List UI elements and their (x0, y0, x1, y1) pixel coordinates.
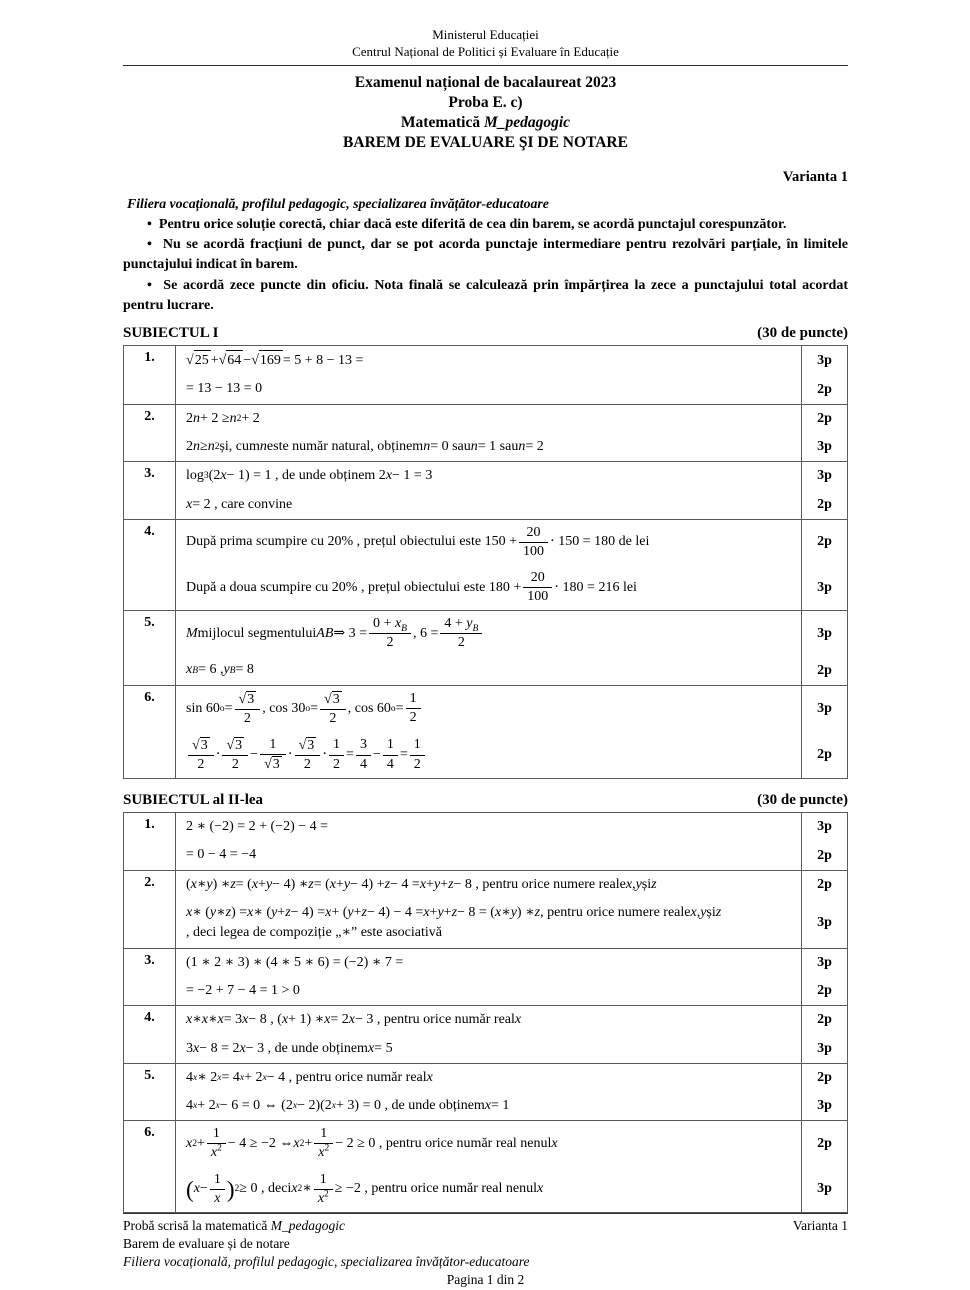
solution-content: x ∗ x ∗ x = 3 x − 8 , ( x + 1) ∗ x = 2 x − 3 , pentru orice număr real x (186, 1012, 522, 1028)
section-1-title: SUBIECTUL I (123, 325, 219, 342)
solution-content: x 2 + $\frac{1}{x^2}$ − 4 ≥ −2 ⇔ x 2 + $\frac{1}{x^2}$ − 2 ≥ 0 , pentru orice număr real nenul x (186, 1126, 558, 1161)
table-row (124, 1063, 847, 1121)
points-cell: 3p (801, 1035, 847, 1063)
points-cell: 3p (801, 686, 847, 732)
points-cell: 3p (801, 813, 847, 841)
footer-variant: Varianta 1 (792, 1217, 848, 1233)
section-1-points: (30 de puncte) (757, 325, 848, 342)
row-body (176, 1064, 847, 1121)
solution-content: $\frac{√3}{2}$ ⋅ $\frac{√3}{2}$ − $\frac{1}{√3}$ ⋅ $\frac{√3}{2}$ ⋅ $\frac{1}{2}$ = $\frac{3}{4}$ − $\frac{1}{4}$ = $\frac{1}{2}$ (176, 732, 801, 778)
points-cell: 2p (801, 841, 847, 869)
exam-title-block (123, 73, 848, 152)
solution-step (176, 491, 847, 519)
section-2-header (123, 792, 848, 809)
page-footer (123, 1213, 848, 1290)
row-number: 3. (124, 949, 176, 1006)
table-row (124, 948, 847, 1006)
points-cell: 2p (801, 405, 847, 433)
solution-content: = 0 − 4 = −4 (186, 847, 257, 863)
solution-step (176, 1035, 847, 1063)
solution-step (176, 1064, 847, 1092)
solution-content: 2 n ≥ n 2 și, cum n este număr natural, obținem n = 0 sau n = 1 sau n = 2 (186, 439, 544, 454)
subiect-2-table (123, 812, 848, 1213)
solution-step (176, 813, 847, 841)
solution-step (176, 1006, 847, 1034)
solution-content: (1 ∗ 2 ∗ 3) ∗ (4 ∗ 5 ∗ 6) = (−2) ∗ 7 = (186, 954, 404, 970)
solution-content: √25 + √64 − √169 = 5 + 8 − 13 = (176, 346, 801, 375)
row-number: 3. (124, 462, 176, 519)
footer-filiera: Filiera vocațională, profilul pedagogic, specializarea învățător-educatoare (123, 1254, 530, 1270)
solution-step (176, 841, 847, 869)
row-number: 2. (124, 871, 176, 948)
row-body (176, 1121, 847, 1211)
exam-title: Examenul național de bacalaureat 2023 (354, 74, 617, 92)
points-cell: 3p (801, 1092, 847, 1120)
solution-content: ( x ∗ y ) ∗ z = ( x + y − 4) ∗ z = ( x + y − 4) + z − 4 = x + y + z − 8 , pentru orice numere reale x , y și z (186, 876, 657, 892)
row-number: 5. (124, 1064, 176, 1121)
row-body (176, 346, 847, 404)
table-row (124, 610, 847, 684)
points-cell: 2p (801, 1064, 847, 1092)
points-cell: 2p (801, 1006, 847, 1034)
points-cell: 2p (801, 732, 847, 778)
row-number: 6. (124, 1121, 176, 1211)
row-body (176, 405, 847, 462)
exam-proba: Proba E. c) (448, 94, 523, 112)
grading-rule: • Se acordă zece puncte din oficiu. Nota finală se calculează prin împărțirea la zece a punctajului total acordat pentru lucrare. (123, 276, 848, 317)
footer-barem: Barem de evaluare și de notare (123, 1235, 290, 1251)
barem-title: BAREM DE EVALUARE ŞI DE NOTARE (343, 133, 628, 151)
section-2-points: (30 de puncte) (757, 792, 848, 809)
row-number: 1. (124, 346, 176, 404)
solution-step (176, 732, 847, 778)
solution-content: = −2 + 7 − 4 = 1 > 0 (186, 982, 300, 998)
section-1-header (123, 325, 848, 342)
points-cell: 3p (801, 346, 847, 375)
grading-rule: • Nu se acordă fracțiuni de punct, dar se pot acorda punctaje intermediare pentru rezolvări parțiale, în limitele punctajului indicat în barem. (123, 235, 848, 276)
table-row (124, 1005, 847, 1063)
variant-label: Varianta 1 (782, 168, 848, 185)
solution-step (176, 405, 847, 433)
solution-step (176, 899, 847, 948)
row-number: 5. (124, 611, 176, 684)
row-body (176, 871, 847, 948)
ministry-name: Ministerul Educației (432, 27, 539, 42)
footer-proba-prefix: Probă scrisă la matematică (123, 1217, 271, 1233)
solution-content: 4 x + 2 x − 6 = 0 ⇔ (2 x − 2)(2 x + 3) = 0 , de unde obținem x = 1 (186, 1098, 510, 1114)
row-number: 2. (124, 405, 176, 462)
row-body (176, 686, 847, 778)
points-cell: 3p (801, 899, 847, 948)
points-cell: 3p (801, 1167, 847, 1212)
points-cell: 3p (801, 565, 847, 610)
points-cell: 3p (801, 433, 847, 461)
row-number: 4. (124, 520, 176, 610)
subject-prefix: Matematică (400, 113, 484, 131)
solution-content: 3 x − 8 = 2 x − 3 , de unde obținem x = 5 (186, 1040, 393, 1056)
solution-step (176, 433, 847, 461)
solution-step (176, 871, 847, 899)
solution-content: 2 n + 2 ≥ n 2 + 2 (186, 410, 260, 426)
row-body (176, 462, 847, 519)
table-row (124, 346, 847, 404)
row-body (176, 813, 847, 870)
solution-step (176, 462, 847, 490)
row-body (176, 949, 847, 1006)
row-body (176, 520, 847, 610)
solution-step (176, 611, 847, 656)
solution-content: După prima scumpire cu 20% , prețul obiectului este 150 + $\frac{20}{100}$ ⋅ 150 = 180 de lei (186, 524, 650, 559)
row-number: 4. (124, 1006, 176, 1063)
points-cell: 2p (801, 491, 847, 519)
solution-step (176, 375, 847, 403)
table-row (124, 813, 847, 870)
solution-content: log 3 (2 x − 1) = 1 , de unde obținem 2 x − 1 = 3 (186, 468, 433, 484)
solution-content: 4 x ∗ 2 x = 4 x + 2 x − 4 , pentru orice număr real x (186, 1069, 433, 1085)
solution-step (176, 1121, 847, 1166)
solution-step (176, 1092, 847, 1120)
solution-step (176, 1167, 847, 1212)
subject-profile: M_pedagogic (483, 113, 571, 131)
row-body (176, 1006, 847, 1063)
footer-proba-profile: M_pedagogic (270, 1217, 345, 1233)
points-cell: 3p (801, 949, 847, 977)
section-2-title: SUBIECTUL al II-lea (123, 792, 264, 809)
solution-content: = 13 − 13 = 0 (186, 381, 263, 397)
table-row (124, 685, 847, 778)
points-cell: 2p (801, 871, 847, 899)
page-number: Pagina 1 din 2 (446, 1272, 525, 1288)
row-body (176, 611, 847, 684)
subiect-1-table (123, 345, 848, 779)
filiera-line: Filiera vocațională, profilul pedagogic, specializarea învățător-educatoare (127, 195, 549, 211)
solution-content: x B = 6 , y B = 8 (186, 662, 254, 678)
points-cell: 3p (801, 462, 847, 490)
row-number: 1. (124, 813, 176, 870)
points-cell: 2p (801, 656, 847, 684)
solution-step (176, 949, 847, 977)
solution-content: x ∗ ( y ∗ z ) = x ∗ ( y + z − 4) = x + ( y + z − 4) − 4 = x + y + z − 8 = ( x ∗ y ) ∗ z , pentru orice numere reale x , y și z , deci legea de compoziție „∗” este asociativă (186, 905, 722, 941)
solution-content: 2 ∗ (−2) = 2 + (−2) − 4 = (186, 819, 329, 835)
solution-content: M mijlocul segmentului AB ⇒ 3 = $\frac{0 + x_B}{2}$ , 6 = $\frac{4 + y_B}{2}$ (176, 611, 801, 656)
solution-step (176, 977, 847, 1005)
points-cell: 2p (801, 520, 847, 565)
center-name: Centrul Național de Politici și Evaluare în Educație (352, 44, 619, 60)
solution-step (176, 565, 847, 610)
table-row (124, 870, 847, 948)
grading-rule: • Pentru orice soluție corectă, chiar dacă este diferită de cea din barem, se acordă punctajul corespunzător. (123, 215, 848, 235)
table-row (124, 404, 847, 462)
exam-subject (123, 113, 848, 133)
solution-content: După a doua scumpire cu 20% , prețul obiectului este 180 + $\frac{20}{100}$ ⋅ 180 = 216 lei (186, 570, 637, 605)
points-cell: 2p (801, 375, 847, 403)
row-number: 6. (124, 686, 176, 778)
solution-content: sin 60 o = $\frac{√3}{2}$ , cos 30 o = $\frac{√3}{2}$ , cos 60 o = $\frac{1}{2}$ (176, 686, 801, 732)
footer-proba (123, 1217, 345, 1235)
ministry-header (123, 26, 848, 66)
table-row (124, 519, 847, 610)
points-cell: 2p (801, 977, 847, 1005)
points-cell: 3p (801, 611, 847, 656)
solution-step (176, 686, 847, 732)
solution-step (176, 656, 847, 684)
solution-step (176, 346, 847, 375)
table-row (124, 1120, 847, 1211)
points-cell: 2p (801, 1121, 847, 1166)
footer-row-1 (123, 1217, 848, 1235)
table-row (124, 461, 847, 519)
solution-content: ( x − $\frac{1}{x}$ ) 2 ≥ 0 , deci x 2 ∗ $\frac{1}{x^2}$ ≥ −2 , pentru orice număr real nenul x (186, 1171, 544, 1206)
solution-step (176, 520, 847, 565)
solution-content: x = 2 , care convine (186, 496, 293, 512)
